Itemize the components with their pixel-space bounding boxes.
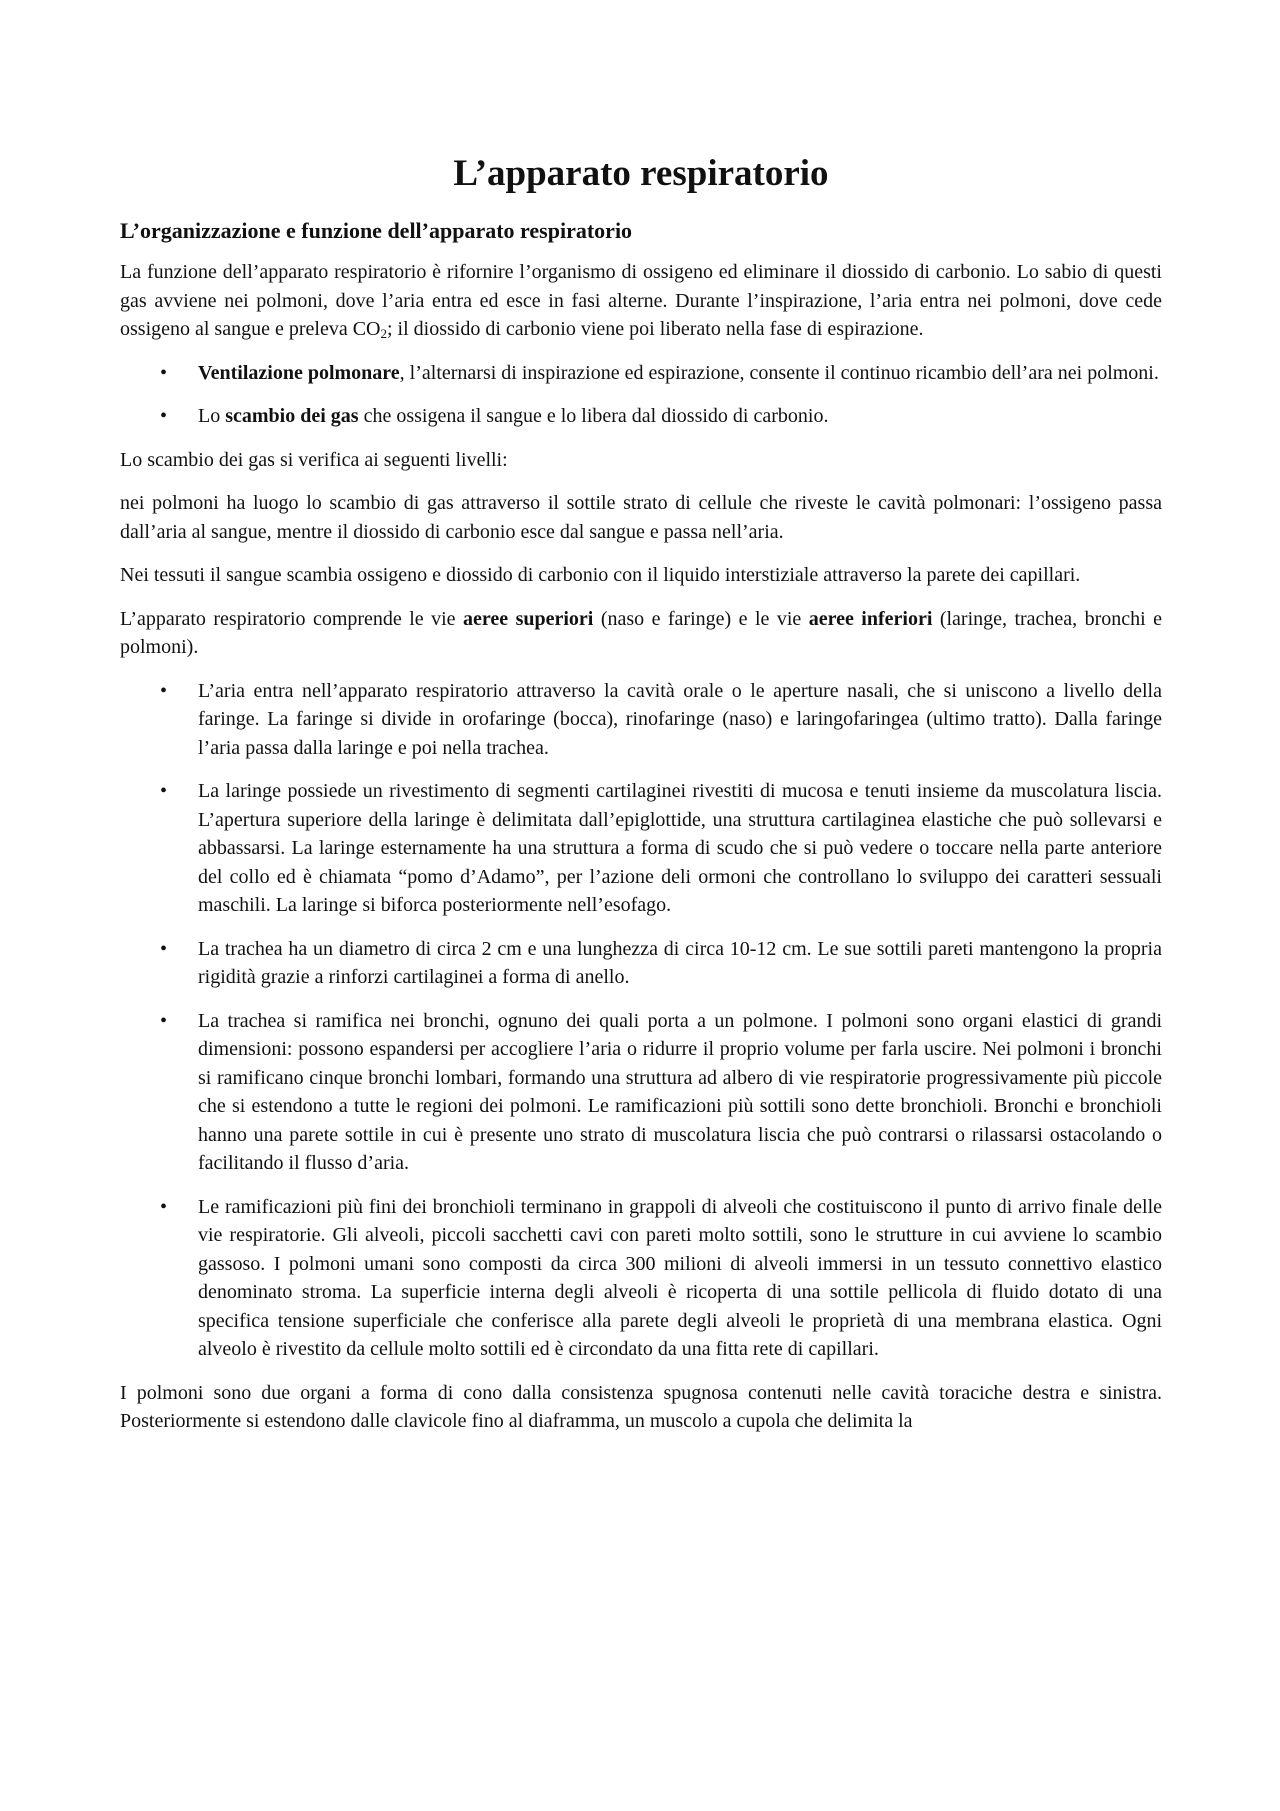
airways-text: L’apparato respiratorio comprende le vie	[120, 607, 463, 630]
section-heading: L’organizzazione e funzione dell’apparato respiratorio	[120, 218, 633, 243]
bold-term: aeree superiori	[463, 607, 594, 630]
bullet-icon: •	[160, 361, 168, 384]
airways-text: (naso e faringe) e le vie	[593, 607, 809, 630]
bold-term: Ventilazione polmonare	[198, 361, 400, 384]
list-item	[120, 1193, 1162, 1364]
list-item	[120, 359, 1162, 388]
list-item	[120, 677, 1162, 763]
list-item-text: La laringe possiede un rivestimento di segmenti cartilaginei rivestiti di mucosa e tenuti insieme da muscolatura liscia. L’apertura superiore della laringe è delimitata dall’epiglottide, una struttura cartilaginea elastiche che può sollevarsi e abbassarsi. La laringe esternamente ha una struttura a forma di scudo che si può vedere o toccare nella parte anteriore del collo ed è chiamata “pomo d’Adamo”, per l’azione deli ormoni che controllano lo sviluppo dei caratteri sessuali maschili. La laringe si biforca posteriormente nell’esofago.	[198, 780, 1162, 916]
bullet-icon: •	[160, 679, 168, 702]
intro-paragraph	[120, 258, 1162, 344]
lungs-paragraph: nei polmoni ha luogo lo scambio di gas attraverso il sottile strato di cellule che riveste le cavità polmonari: l’ossigeno passa dall’aria al sangue, mentre il diossido di carbonio esce dal sangue e passa nell’aria.	[120, 492, 1162, 543]
airways-text: (laringe, trachea, bronchi e polmoni).	[120, 607, 1163, 658]
intro-text-1: La funzione dell’apparato respiratorio è rifornire l’organismo di ossigeno ed eliminare il diossido di carbonio. Lo sabio di questi gas avviene nei polmoni, dove l’aria entra ed esce in fasi alterne. Durante l’inspirazione, l’aria entra nei polmoni, dove cede ossigeno al sangue e preleva CO	[120, 261, 1162, 340]
list-item-text: Le ramificazioni più fini dei bronchioli terminano in grappoli di alveoli che costituiscono il punto di arrivo finale delle vie respiratorie. Gli alveoli, piccoli sacchetti cavi con pareti molto sottili, sono le strutture in cui avviene lo scambio gassoso. I polmoni umani sono composti da circa 300 milioni di alveoli immersi in un tessuto connettivo elastico denominato stroma. La superficie interna degli alveoli è ricoperta di una sottile pellicola di fluido dotato di una specifica tensione superficiale che conferisce alla parete degli alveoli le proprietà di una membrana elastica. Ogni alveolo è rivestito da cellule molto sottili ed è circondato da una fitta rete di capillari.	[198, 1195, 1162, 1360]
intro-text-2: ; il diossido di carbonio viene poi liberato nella fase di espirazione.	[386, 318, 924, 340]
tissues-paragraph: Nei tessuti il sangue scambia ossigeno e diossido di carbonio con il liquido interstiziale attraverso la parete dei capillari.	[120, 564, 1081, 586]
bullet-icon: •	[160, 1195, 168, 1218]
bullet-icon: •	[160, 405, 168, 427]
list-item-text: Lo	[198, 405, 226, 427]
list-item-text: La trachea si ramifica nei bronchi, ognuno dei quali porta a un polmone. I polmoni sono organi elastici di grandi dimensioni: possono espandersi per accogliere l’aria o ridurre il proprio volume per farla uscire. Nei polmoni i bronchi si ramificano cinque bronchi lombari, formando una struttura ad albero di vie respiratorie progressivamente più piccole che si estendono a tutte le regioni dei polmoni. Le ramificazioni più sottili sono dette bronchioli. Bronchi e bronchioli hanno una parete sottile in cui è presente uno strato di muscolatura liscia che può contrarsi o rilassarsi ostacolando o facilitando il flusso d’aria.	[198, 1009, 1162, 1174]
bold-term: aeree inferiori	[808, 607, 933, 630]
airways-paragraph	[120, 605, 1162, 662]
bold-term: scambio dei gas	[225, 405, 359, 427]
bullet-icon: •	[160, 1009, 168, 1032]
list-item-text: La trachea ha un diametro di circa 2 cm e una lunghezza di circa 10-12 cm. Le sue sottili pareti mantengono la propria rigidità grazie a rinforzi cartilaginei a forma di anello.	[198, 937, 1162, 988]
bullet-icon: •	[160, 780, 168, 802]
list-item	[120, 777, 1162, 920]
anatomy-list	[120, 677, 1162, 1364]
list-item	[120, 1007, 1162, 1178]
co2-subscript: 2	[380, 326, 387, 341]
list-item	[120, 935, 1162, 992]
list-item-text: che ossigena il sangue e lo libera dal diossido di carbonio.	[358, 405, 829, 427]
levels-paragraph: Lo scambio dei gas si verifica ai seguenti livelli:	[120, 448, 508, 471]
list-item-text: , l’alternarsi di inspirazione ed espirazione, consente il continuo ricambio dell’ara nei polmoni.	[399, 361, 1159, 384]
final-paragraph: I polmoni sono due organi a forma di cono dalla consistenza spugnosa contenuti nelle cavità toraciche destra e sinistra. Posteriormente si estendono dalle clavicole fino al diaframma, un muscolo a cupola che delimita la	[120, 1381, 1162, 1432]
bullet-icon: •	[160, 937, 168, 960]
function-list	[120, 359, 1162, 431]
document-title: L’apparato respiratorio	[453, 153, 829, 194]
list-item	[120, 402, 1162, 431]
list-item-text: L’aria entra nell’apparato respiratorio attraverso la cavità orale o le aperture nasali, che si uniscono a livello della faringe. La faringe si divide in orofaringe (bocca), rinofaringe (naso) e laringofaringea (ultimo tratto). Dalla faringe l’aria passa dalla laringe e poi nella trachea.	[198, 679, 1162, 759]
